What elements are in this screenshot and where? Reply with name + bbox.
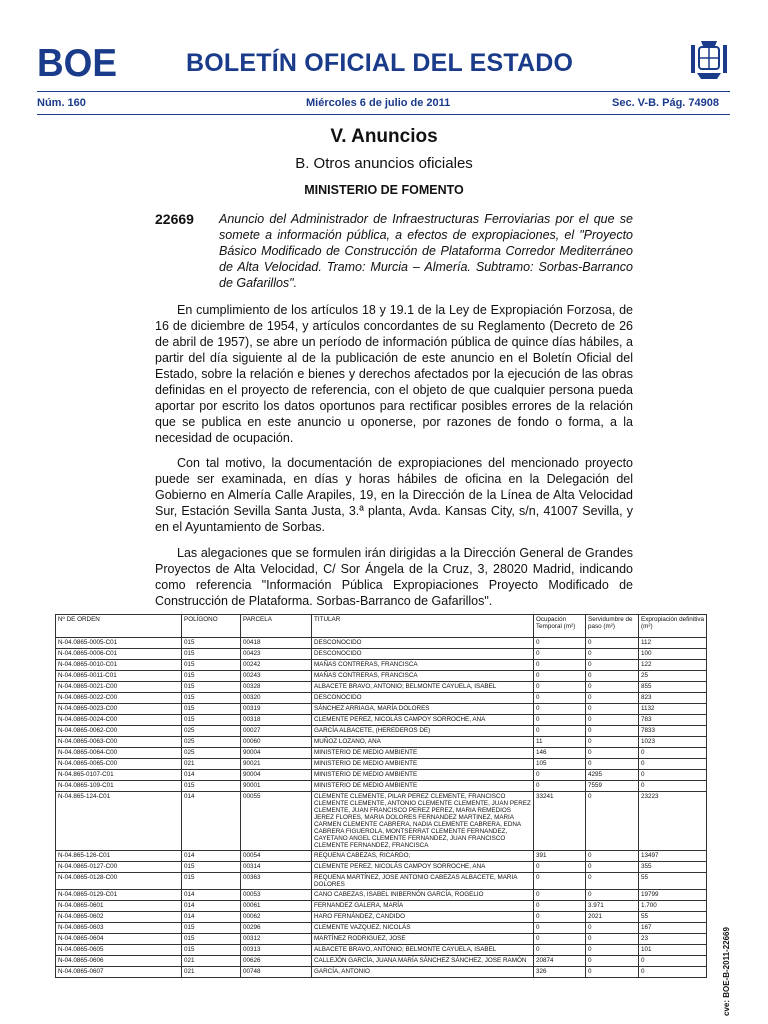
- announcement-summary: Anuncio del Administrador de Infraestructuras Ferroviarias por el que se somete a información pública, a efectos de expropiaciones, el "Proyecto Básico Modificado de Construcción de Plataforma Corredor Mediterráneo de Alta Velocidad. Tramo: Murcia – Almería. Subtramo: Sorbas-Barranco de Gafarillos".: [219, 212, 633, 290]
- table-cell: 3.971: [586, 901, 639, 912]
- table-cell: 122: [639, 660, 707, 671]
- table-row: [56, 873, 707, 890]
- table-cell: 0: [534, 901, 586, 912]
- table-cell: 4295: [586, 770, 639, 781]
- table-cell: N-04.0865-0006-C01: [56, 649, 182, 660]
- table-cell: 0: [534, 660, 586, 671]
- table-row: [56, 715, 707, 726]
- table-cell: 00062: [241, 912, 312, 923]
- table-cell: MINISTERIO DE MEDIO AMBIENTE: [312, 748, 534, 759]
- table-cell: 11: [534, 737, 586, 748]
- table-cell: 146: [534, 748, 586, 759]
- table-cell: 0: [586, 649, 639, 660]
- table-cell: 015: [182, 682, 241, 693]
- table-cell: 015: [182, 715, 241, 726]
- table-cell: 167: [639, 923, 707, 934]
- table-cell: 0: [534, 945, 586, 956]
- table-row: [56, 792, 707, 851]
- table-cell: 00296: [241, 923, 312, 934]
- table-row: [56, 781, 707, 792]
- table-row: [56, 737, 707, 748]
- table-cell: MAÑAS CONTRERAS, FRANCISCA: [312, 671, 534, 682]
- table-cell: 0: [639, 748, 707, 759]
- table-cell: MINISTERIO DE MEDIO AMBIENTE: [312, 759, 534, 770]
- table-cell: N-04.0865-0023-C00: [56, 704, 182, 715]
- table-cell: N-04.0865-0024-C00: [56, 715, 182, 726]
- table-cell: N-04.0865-0606: [56, 956, 182, 967]
- col-header-order: Nº DE ORDEN: [56, 615, 182, 638]
- table-cell: 0: [586, 715, 639, 726]
- table-cell: 0: [534, 770, 586, 781]
- table-cell: 00055: [241, 792, 312, 851]
- table-cell: 0: [586, 682, 639, 693]
- table-cell: 00319: [241, 704, 312, 715]
- table-cell: 025: [182, 726, 241, 737]
- table-cell: N-04.0865-0010-C01: [56, 660, 182, 671]
- table-cell: 015: [182, 704, 241, 715]
- table-cell: 014: [182, 912, 241, 923]
- table-cell: 0: [534, 682, 586, 693]
- table-cell: 00314: [241, 862, 312, 873]
- table-cell: 015: [182, 781, 241, 792]
- table-cell: FERNANDEZ GALERA, MARÍA: [312, 901, 534, 912]
- table-cell: N-04.0865-0605: [56, 945, 182, 956]
- table-cell: 014: [182, 792, 241, 851]
- table-cell: 90004: [241, 770, 312, 781]
- table-body: [56, 638, 707, 978]
- table-cell: 23: [639, 934, 707, 945]
- table-cell: 0: [586, 748, 639, 759]
- table-cell: 0: [639, 956, 707, 967]
- table-cell: DESCONOCIDO: [312, 649, 534, 660]
- table-cell: 0: [639, 759, 707, 770]
- table-cell: 015: [182, 660, 241, 671]
- table-cell: 101: [639, 945, 707, 956]
- page-title: BOLETÍN OFICIAL DEL ESTADO: [186, 49, 574, 77]
- table-cell: 0: [534, 693, 586, 704]
- table-cell: 0: [586, 851, 639, 862]
- announcement-number: 22669: [155, 211, 194, 227]
- table-cell: 00027: [241, 726, 312, 737]
- table-cell: 0: [586, 956, 639, 967]
- table-cell: 00060: [241, 737, 312, 748]
- cve-code: cve: BOE-B-2011-22669: [722, 927, 731, 1016]
- table-cell: MAÑAS CONTRERAS, FRANCISCA: [312, 660, 534, 671]
- section-title: V. Anuncios: [330, 126, 438, 147]
- table-cell: N-04.0865-0065-C00: [56, 759, 182, 770]
- table-cell: 00748: [241, 967, 312, 978]
- table-row: [56, 923, 707, 934]
- table-cell: 015: [182, 934, 241, 945]
- table-cell: 015: [182, 873, 241, 890]
- table-row: [56, 682, 707, 693]
- table-cell: 105: [534, 759, 586, 770]
- table-cell: N-04.0865-0005-C01: [56, 638, 182, 649]
- table-cell: 0: [586, 737, 639, 748]
- table-cell: 0: [534, 715, 586, 726]
- table-cell: 00418: [241, 638, 312, 649]
- table-row: [56, 851, 707, 862]
- table-cell: 0: [586, 704, 639, 715]
- table-row: [56, 671, 707, 682]
- table-cell: 0: [534, 923, 586, 934]
- table-cell: 0: [586, 759, 639, 770]
- table-cell: 015: [182, 923, 241, 934]
- table-cell: 0: [586, 923, 639, 934]
- table-cell: MUÑOZ LOZANO, ANA: [312, 737, 534, 748]
- table-cell: 0: [534, 638, 586, 649]
- table-cell: 015: [182, 693, 241, 704]
- table-row: [56, 693, 707, 704]
- table-cell: N-04.0865-0601: [56, 901, 182, 912]
- table-cell: N-04.0865-0064-C00: [56, 748, 182, 759]
- table-row: [56, 934, 707, 945]
- col-header-parcel: PARCELA: [241, 615, 312, 638]
- table-cell: 00626: [241, 956, 312, 967]
- table-cell: 0: [534, 726, 586, 737]
- table-cell: N-04.0865-0011-C01: [56, 671, 182, 682]
- table-cell: 0: [534, 671, 586, 682]
- table-cell: 7559: [586, 781, 639, 792]
- table-cell: ALBACETE BRAVO, ANTONIO; BELMONTE CAYUELA, ISABEL: [312, 945, 534, 956]
- table-cell: 00053: [241, 890, 312, 901]
- table-cell: N-04.865-126-C01: [56, 851, 182, 862]
- table-cell: MINISTERIO DE MEDIO AMBIENTE: [312, 781, 534, 792]
- table-cell: 823: [639, 693, 707, 704]
- table-cell: 0: [639, 967, 707, 978]
- col-header-owner: TITULAR: [312, 615, 534, 638]
- table-cell: 33241: [534, 792, 586, 851]
- table-cell: 015: [182, 862, 241, 873]
- table-cell: 0: [586, 967, 639, 978]
- table-cell: 0: [534, 934, 586, 945]
- body-paragraph-3: Las alegaciones que se formulen irán dirigidas a la Dirección General de Grandes Proyectos de Alta Velocidad, C/ Sor Ángela de la Cruz, 3, 28020 Madrid, indicando como referencia "Información Pública Expropiaciones Proyecto Modificado de Construcción de Plataforma. Sorbas-Barranco de Gafarillos".: [155, 546, 633, 608]
- table-cell: 014: [182, 901, 241, 912]
- table-cell: CLEMENTE VAZQUEZ, NICOLÁS: [312, 923, 534, 934]
- table-cell: 014: [182, 770, 241, 781]
- table-cell: 0: [586, 671, 639, 682]
- table-row: [56, 956, 707, 967]
- table-row: [56, 890, 707, 901]
- table-cell: CLEMENTE CLEMENTE, PILAR PEREZ CLEMENTE, FRANCISCO CLEMENTE CLEMENTE, ANTONIO CLEMENTE CLEMENTE, JUAN PEREZ CLEMENTE, JUAN FRANCISCO PEREZ PEREZ, MARIA REMEDIOS JEREZ FLORES, MARIA DOLORES FERNANDEZ MARTINEZ, MARIA CARMEN CLEMENTE CABRERA, NADIA CLEMENTE CABRERA, EDNA CABRERA FIGUEROLA, MONTSERRAT CLEMENTE FERNANDEZ, CAYETANO ANGEL CLEMENTE FERNANDEZ, JUAN FRANCISCO CLEMENTE FERNANDEZ, FRANCISCA: [312, 792, 534, 851]
- table-cell: 015: [182, 671, 241, 682]
- table-cell: 1023: [639, 737, 707, 748]
- table-cell: 0: [586, 890, 639, 901]
- table-cell: 0: [534, 873, 586, 890]
- table-cell: N-04.865-0107-C01: [56, 770, 182, 781]
- table-cell: MARTÍNEZ RODRIGUEZ, JOSE: [312, 934, 534, 945]
- table-cell: CLEMENTE PEREZ, NICOLÁS CAMPOY SORROCHE, ANA: [312, 862, 534, 873]
- table-cell: N-04.0865-0021-C00: [56, 682, 182, 693]
- table-cell: DESCONOCIDO: [312, 693, 534, 704]
- header-top-rule: [37, 91, 730, 92]
- table-cell: 90021: [241, 759, 312, 770]
- section-subtitle: B. Otros anuncios oficiales: [295, 155, 473, 172]
- table-cell: 014: [182, 851, 241, 862]
- ministry-heading: MINISTERIO DE FOMENTO: [304, 183, 464, 197]
- table-cell: 1.700: [639, 901, 707, 912]
- table-cell: 20874: [534, 956, 586, 967]
- table-cell: 0: [586, 792, 639, 851]
- table-cell: 0: [534, 781, 586, 792]
- table-header-row: [56, 615, 707, 638]
- table-cell: N-04.0865-0022-C00: [56, 693, 182, 704]
- table-cell: 015: [182, 649, 241, 660]
- table-cell: 25: [639, 671, 707, 682]
- section-page: Sec. V-B. Pág. 74908: [612, 97, 720, 109]
- table-cell: 112: [639, 638, 707, 649]
- table-cell: 021: [182, 956, 241, 967]
- expropriation-table: [55, 614, 707, 978]
- table-cell: 100: [639, 649, 707, 660]
- table-cell: CLEMENTE PEREZ, NICOLÁS CAMPOY SORROCHE, ANA: [312, 715, 534, 726]
- table-cell: 00243: [241, 671, 312, 682]
- table-cell: N-04.0865-0602: [56, 912, 182, 923]
- table-cell: 90004: [241, 748, 312, 759]
- table-cell: 0: [534, 649, 586, 660]
- table-cell: 19799: [639, 890, 707, 901]
- table-row: [56, 967, 707, 978]
- table-row: [56, 704, 707, 715]
- table-cell: GARCÍA ALBACETE, (HEREDEROS DE): [312, 726, 534, 737]
- table-cell: 55: [639, 912, 707, 923]
- table-cell: MINISTERIO DE MEDIO AMBIENTE: [312, 770, 534, 781]
- table-cell: 0: [586, 862, 639, 873]
- table-cell: CANO CABEZAS, ISABEL INIBERNÓN GARCÍA, ROGELIO: [312, 890, 534, 901]
- table-cell: N-04.0865-0129-C01: [56, 890, 182, 901]
- col-header-easement: Servidumbre de paso (m²): [586, 615, 639, 638]
- table-cell: N-04.0865-0128-C00: [56, 873, 182, 890]
- body-paragraph-2: Con tal motivo, la documentación de expropiaciones del mencionado proyecto puede ser examinada, en días y horas hábiles de oficina en la Delegación del Gobierno en Almería Calle Arapiles, 19, en la Dirección de la Línea de Alta Velocidad Sur, Estación Sevilla Santa Justa, 3.ª planta, Avda. Kansas City, s/n, 41007 Sevilla, y en el Ayuntamiento de Sorbas.: [155, 456, 633, 534]
- col-header-definitive: Expropiación definitiva (m²): [639, 615, 707, 638]
- table-cell: 0: [534, 704, 586, 715]
- table-row: [56, 945, 707, 956]
- table-row: [56, 638, 707, 649]
- table-cell: 7833: [639, 726, 707, 737]
- table-cell: DESCONOCIDO: [312, 638, 534, 649]
- table-cell: 0: [586, 693, 639, 704]
- table-cell: 00328: [241, 682, 312, 693]
- table-row: [56, 912, 707, 923]
- table-cell: 855: [639, 682, 707, 693]
- table-cell: 0: [586, 873, 639, 890]
- table-cell: 025: [182, 737, 241, 748]
- table-cell: 0: [639, 781, 707, 792]
- table-row: [56, 660, 707, 671]
- issue-date: Miércoles 6 de julio de 2011: [306, 97, 451, 109]
- table-cell: 015: [182, 638, 241, 649]
- col-header-polygon: POLÍGONO: [182, 615, 241, 638]
- table-cell: 00054: [241, 851, 312, 862]
- table-row: [56, 862, 707, 873]
- table-cell: 326: [534, 967, 586, 978]
- table-cell: N-04.0865-0603: [56, 923, 182, 934]
- table-cell: N-04.0865-0063-C00: [56, 737, 182, 748]
- table-cell: 0: [586, 726, 639, 737]
- table-cell: N-04.865-124-C01: [56, 792, 182, 851]
- table-cell: 021: [182, 759, 241, 770]
- table-cell: 23223: [639, 792, 707, 851]
- table-cell: 0: [534, 890, 586, 901]
- table-cell: 00242: [241, 660, 312, 671]
- table-row: [56, 759, 707, 770]
- table-cell: CALLEJÓN GARCÍA, JUANA MARÍA SÁNCHEZ SÁNCHEZ, JOSE RAMÓN: [312, 956, 534, 967]
- table-cell: 1132: [639, 704, 707, 715]
- table-cell: 13497: [639, 851, 707, 862]
- table-cell: SÁNCHEZ ARRIAGA, MARÍA DOLORES: [312, 704, 534, 715]
- table-cell: 00363: [241, 873, 312, 890]
- table-cell: 014: [182, 890, 241, 901]
- col-header-temporary: Ocupación Temporal (m²): [534, 615, 586, 638]
- boe-logo-text: BOE: [37, 43, 117, 79]
- table-cell: 90001: [241, 781, 312, 792]
- table-cell: REQUENA MARTÍNEZ, JOSE ANTONIO CABEZAS ALBACETE, MARIA DOLORES: [312, 873, 534, 890]
- table-cell: 391: [534, 851, 586, 862]
- table-cell: 2021: [586, 912, 639, 923]
- table-cell: HARO FERNÁNDEZ, CANDIDO: [312, 912, 534, 923]
- table-cell: N-04.0865-109-C01: [56, 781, 182, 792]
- table-cell: 00423: [241, 649, 312, 660]
- table-row: [56, 901, 707, 912]
- table-cell: 00318: [241, 715, 312, 726]
- table-cell: 0: [586, 660, 639, 671]
- table-cell: 00312: [241, 934, 312, 945]
- table-cell: 0: [534, 862, 586, 873]
- table-cell: 0: [639, 770, 707, 781]
- table-cell: REQUENA CABEZAS, RICARDO;: [312, 851, 534, 862]
- table-row: [56, 726, 707, 737]
- header-bottom-rule: [37, 114, 730, 115]
- table-cell: 00061: [241, 901, 312, 912]
- table-cell: 355: [639, 862, 707, 873]
- table-cell: 0: [586, 934, 639, 945]
- table-row: [56, 770, 707, 781]
- table-cell: 0: [534, 912, 586, 923]
- table-cell: 021: [182, 967, 241, 978]
- boe-logo: [37, 43, 117, 79]
- table-cell: N-04.0865-0607: [56, 967, 182, 978]
- table-cell: 00313: [241, 945, 312, 956]
- issue-number: Núm. 160: [37, 97, 86, 109]
- table-cell: 0: [586, 638, 639, 649]
- table-cell: N-04.0865-0127-C00: [56, 862, 182, 873]
- table-cell: 783: [639, 715, 707, 726]
- table-cell: GARCÍA, ANTONIO: [312, 967, 534, 978]
- table-cell: 00320: [241, 693, 312, 704]
- table-row: [56, 748, 707, 759]
- body-paragraph-1: En cumplimiento de los artículos 18 y 19.1 de la Ley de Expropiación Forzosa, de 16 de diciembre de 1954, y artículos concordantes de su Reglamento (Decreto de 26 de abril de 1957), se abre un período de información pública de quince días hábiles, a partir del día siguiente al de la publicación de este anuncio en el Boletín Oficial del Estado, sobre la relación e bienes y derechos afectados por la ejecución de las obras definidas en el proyecto de referencia, con el objeto de que cualquier persona pueda aportar por escrito los datos oportunos para rectificar posibles errores de la relación que se publica en este anuncio u oponerse, por razones de fondo o forma, a la necesidad de ocupación.: [155, 303, 633, 445]
- table-cell: 015: [182, 945, 241, 956]
- table-row: [56, 649, 707, 660]
- table-cell: 025: [182, 748, 241, 759]
- table-cell: ALBACETE BRAVO, ANTONIO; BELMONTE CAYUELA, ISABEL: [312, 682, 534, 693]
- table-cell: 55: [639, 873, 707, 890]
- table-cell: 0: [586, 945, 639, 956]
- table-cell: N-04.0865-0604: [56, 934, 182, 945]
- coat-of-arms-icon: [689, 37, 729, 81]
- table-cell: N-04.0865-0062-C00: [56, 726, 182, 737]
